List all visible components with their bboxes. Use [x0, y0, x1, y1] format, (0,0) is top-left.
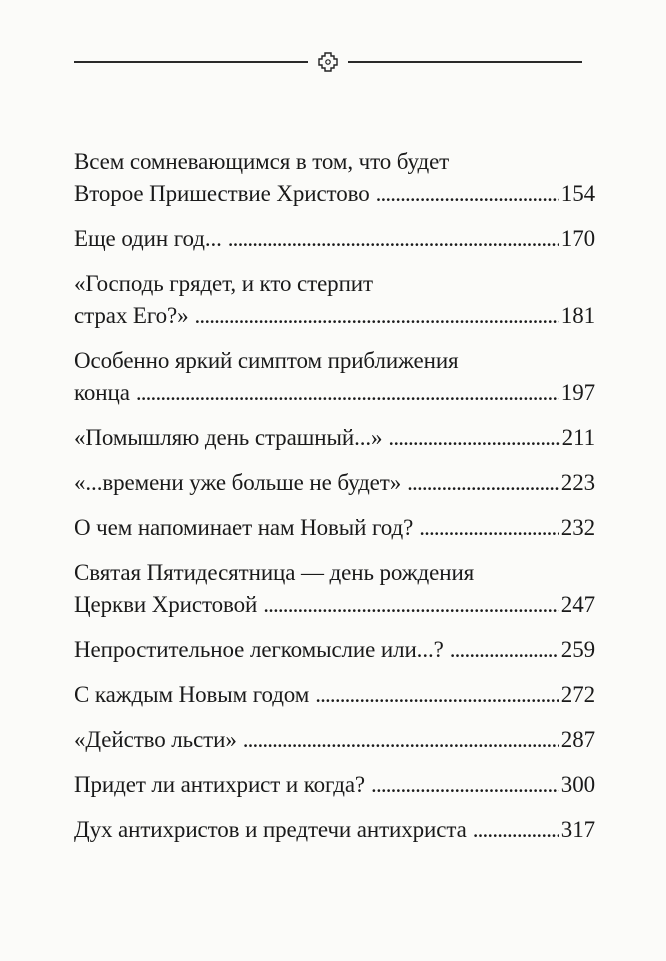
- ornament-rule-right: [348, 61, 582, 63]
- toc-entry[interactable]: [74, 814, 595, 846]
- dot-leader: [388, 422, 559, 454]
- cross-ornament-icon: [316, 50, 340, 74]
- toc-entry-title-line: конца: [74, 380, 130, 405]
- toc-entry-page: 154: [560, 181, 595, 206]
- dot-leader: [376, 178, 559, 210]
- dot-leader: [228, 223, 559, 255]
- dot-leader: [419, 512, 559, 544]
- toc-entry-title-line: О чем напоминает нам Новый год?: [74, 515, 414, 540]
- table-of-contents: [74, 146, 595, 846]
- toc-entry-page: 317: [560, 817, 595, 842]
- toc-entry-title-line: Всем сомневающимся в том, что будет: [74, 149, 450, 174]
- toc-entry-title-line: Святая Пятидесятница — день рождения: [74, 560, 475, 585]
- dot-leader: [407, 467, 559, 499]
- toc-entry-page: 300: [560, 772, 595, 797]
- toc-entry[interactable]: [74, 146, 595, 210]
- dot-leader: [136, 377, 559, 409]
- toc-entry[interactable]: [74, 345, 595, 409]
- toc-entry-page: 211: [561, 425, 595, 450]
- toc-entry[interactable]: [74, 422, 595, 454]
- toc-entry-title-line: Дух антихристов и предтечи антихриста: [74, 817, 467, 842]
- toc-entry-title-line: Второе Пришествие Христово: [74, 181, 370, 206]
- toc-entry-page: 232: [560, 515, 595, 540]
- toc-entry-title-line: Еще один год...: [74, 226, 222, 251]
- dot-leader: [263, 589, 559, 621]
- toc-entry-page: 272: [560, 682, 595, 707]
- ornament-rule-left: [74, 61, 308, 63]
- dot-leader: [243, 724, 559, 756]
- toc-entry[interactable]: [74, 769, 595, 801]
- toc-entry-page: 287: [560, 727, 595, 752]
- toc-entry[interactable]: [74, 512, 595, 544]
- toc-entry[interactable]: [74, 223, 595, 255]
- toc-entry-title-line: Особенно яркий симптом приближения: [74, 348, 459, 373]
- toc-entry-title-line: Церкви Христовой: [74, 592, 258, 617]
- toc-entry-title-line: страх Его?»: [74, 303, 189, 328]
- toc-entry-page: 197: [560, 380, 595, 405]
- toc-entry-title-line: «Действо льсти»: [74, 727, 237, 752]
- dot-leader: [315, 679, 559, 711]
- toc-entry-page: 247: [560, 592, 595, 617]
- toc-entry-page: 181: [560, 303, 595, 328]
- dot-leader: [371, 769, 559, 801]
- dot-leader: [450, 634, 559, 666]
- toc-entry-page: 223: [560, 470, 595, 495]
- toc-entry-title-line: Непростительное легкомыслие или...?: [74, 637, 444, 662]
- toc-entry[interactable]: [74, 634, 595, 666]
- toc-entry[interactable]: [74, 679, 595, 711]
- dot-leader: [195, 300, 559, 332]
- toc-entry-title-line: Придет ли антихрист и когда?: [74, 772, 366, 797]
- toc-entry[interactable]: [74, 467, 595, 499]
- toc-entry-title-line: «Господь грядет, и кто стерпит: [74, 271, 373, 296]
- header-ornament: [74, 50, 582, 74]
- toc-entry-page: 170: [560, 226, 595, 251]
- toc-entry-title-line: «Помышляю день страшный...»: [74, 425, 383, 450]
- toc-entry[interactable]: [74, 724, 595, 756]
- toc-entry[interactable]: [74, 557, 595, 621]
- toc-entry-title-line: С каждым Новым годом: [74, 682, 310, 707]
- toc-entry[interactable]: [74, 268, 595, 332]
- toc-entry-title-line: «...времени уже больше не будет»: [74, 470, 402, 495]
- toc-entry-page: 259: [560, 637, 595, 662]
- dot-leader: [473, 814, 559, 846]
